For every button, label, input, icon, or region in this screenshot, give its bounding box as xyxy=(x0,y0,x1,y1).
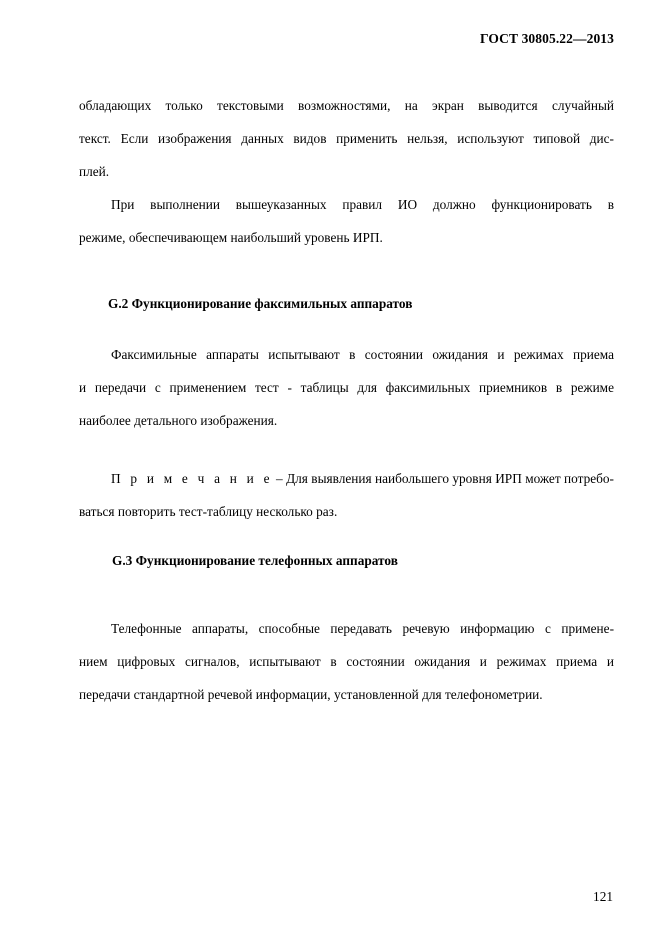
paragraph-line: текст. Если изображения данных видов применить нельзя, используют типовой дис- xyxy=(79,131,614,146)
paragraph-line: плей. xyxy=(79,164,110,179)
paragraph-line: Факсимильные аппараты испытывают в состоянии ожидания и режимах приема xyxy=(111,347,614,362)
paragraph-line: При выполнении вышеуказанных правил ИО должно функционировать в xyxy=(111,197,614,212)
paragraph-line: нием цифровых сигналов, испытывают в состоянии ожидания и режимах приема и xyxy=(79,654,614,669)
paragraph-line: обладающих только текстовыми возможностями, на экран выводится случайный xyxy=(79,98,614,113)
paragraph-line: режиме, обеспечивающем наибольший уровень ИРП. xyxy=(79,230,383,245)
paragraph-line: наиболее детального изображения. xyxy=(79,413,278,428)
paragraph-rules xyxy=(79,188,614,254)
note-text: – Для выявления наибольшего уровня ИРП может потребо- xyxy=(272,471,614,486)
section-heading-g2: G.2 Функционирование факсимильных аппаратов xyxy=(108,296,413,311)
paragraph-display-text xyxy=(79,89,614,188)
paragraph-line: передачи стандартной речевой информации, установленной для телефонометрии. xyxy=(79,687,543,702)
note-block xyxy=(79,462,614,528)
paragraph-line: Телефонные аппараты, способные передавать речевую информацию с примене- xyxy=(111,621,614,636)
standard-code-header: ГОСТ 30805.22—2013 xyxy=(480,31,614,46)
note-line: ваться повторить тест-таблицу несколько раз. xyxy=(79,504,338,519)
page-number: 121 xyxy=(593,889,613,904)
note-line xyxy=(79,462,614,495)
note-label: П р и м е ч а н и е xyxy=(111,471,273,486)
paragraph-line: и передачи с применением тест - таблицы для факсимильных приемников в режиме xyxy=(79,380,614,395)
paragraph-telephone xyxy=(79,612,614,711)
section-heading-g3: G.3 Функционирование телефонных аппаратов xyxy=(112,553,398,568)
paragraph-fax xyxy=(79,338,614,437)
